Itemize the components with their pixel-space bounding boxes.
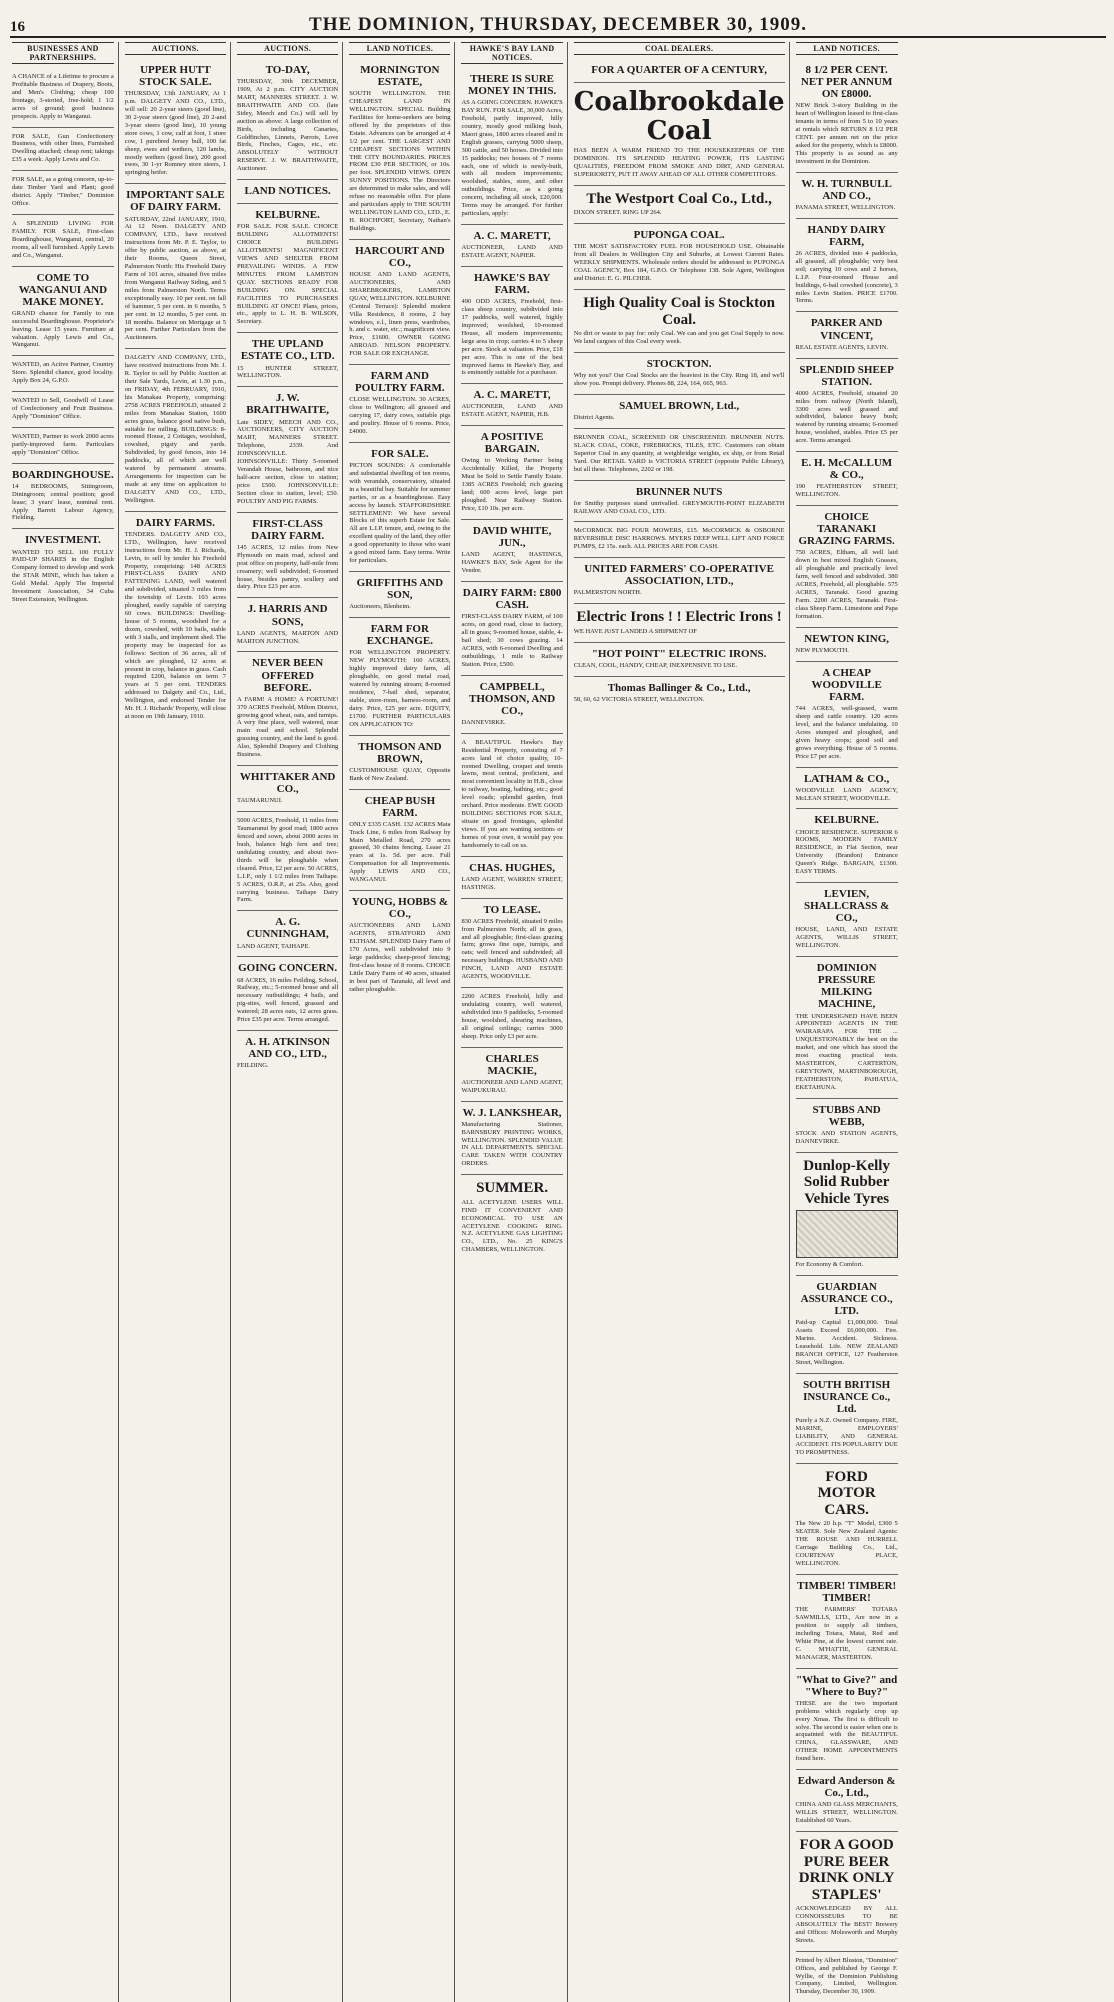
ad-heading: A. H. ATKINSON AND CO., LTD., — [245, 1036, 331, 1061]
ad-heading: A. C. MARETT, — [473, 230, 551, 243]
advertisement — [796, 1575, 898, 1669]
advertisement — [125, 349, 226, 512]
ad-text: GRAND chance for Family to run successful Boardinghouse. Proprietor's leaving. Lease 15 years. Furniture at valuation. Apply Lewis and Co., Wanganui. — [12, 309, 114, 349]
ad-heading: DAVID WHITE, JUN., — [472, 524, 552, 550]
ad-heading: Coalbrookdale Coal — [573, 87, 785, 146]
ad-heading: Thomas Ballinger & Co., Ltd., — [607, 681, 751, 694]
ad-text: FOR SALE, Gun Confectionery Business, with other lines, Furnished Dwelling attached; cheap rent; takings £35 a week. Apply Lewis and Co. — [12, 132, 114, 164]
ad-heading: WHITTAKER AND CO., — [239, 771, 336, 796]
ad-text: A SPLENDID LIVING FOR FAMILY. FOR SALE, First-class Boardinghouse, Wanganui, central, 20 rooms, all well furnished. Apply Lewis and Co., Wanganui. — [12, 219, 114, 259]
column-4 — [347, 42, 455, 2002]
advertisement — [796, 452, 898, 506]
column-header: AUCTIONS. — [125, 42, 226, 55]
ad-heading: CHARLES MACKIE, — [485, 1052, 539, 1077]
ad-heading: INVESTMENT. — [24, 534, 101, 547]
advertisement — [237, 180, 338, 204]
ad-heading: BRUNNER NUTS — [635, 485, 723, 498]
advertisement — [125, 512, 226, 727]
advertisement — [574, 558, 785, 604]
ad-text: LAND AGENTS, MARTON AND MARTON JUNCTION. — [237, 629, 339, 645]
ad-heading: J. HARRIS AND SONS, — [247, 603, 328, 628]
ad-text: PANAMA STREET, WELLINGTON. — [795, 203, 896, 211]
advertisement — [796, 1952, 898, 2002]
ad-heading: SAMUEL BROWN, Ltd., — [619, 399, 740, 412]
advertisement — [796, 1464, 898, 1575]
ad-text: NEW PLYMOUTH. — [795, 646, 849, 654]
ad-text: 26 ACRES, divided into 4 paddocks, all grassed, all ploughable; very best soil; carrying 10 cows and 2 horses, L.I.P. Four-roomed House and buildings, 6-bail cowshed (concrete), 3 miles Levin Station. PRICE £1700. Terms. — [795, 249, 898, 305]
advertisement — [461, 267, 562, 384]
ad-text: 15 HUNTER STREET, WELLINGTON. — [237, 364, 339, 380]
ad-heading: FARM AND POULTRY FARM. — [355, 370, 445, 395]
ad-heading: W. J. LANKSHEAR, — [462, 1106, 562, 1119]
column-header: AUCTIONS. — [237, 42, 338, 55]
advertisement — [796, 359, 898, 453]
ad-text: FOR WELLINGTON PROPERTY. NEW PLYMOUTH: 160 ACRES, highly improved dairy farm, all ploughable, on good metal road, watered by running stream; 8-roomed residence, 7-bail shed, separator, stable, store-room, harness-room, and dairy. Price, £25 per acre. EQUITY, £1700. FURTHER PARTICULARS ON APPLICATION TO: — [349, 649, 451, 728]
ad-text: HAS BEEN A WARM FRIEND TO THE HOUSEKEEPERS OF THE DOMINION. ITS SPLENDID HEATING POWER, ITS LASTING QUALITIES, FREEDOM FROM SMOKE AND DIRT, AND GENERAL SUPERIORITY, PUT IT AWAY AHEAD OF ALL OTHER COMPETITORS. — [573, 147, 785, 179]
ad-text: THURSDAY, 30th DECEMBER, 1909, At 2 p.m. CITY AUCTION MART, MANNERS STREET. J. W. BRAITHWAITE AND CO. (late Sidey, Meech and Co.) will sell by auction as above: A large collection of Birds, including Canaries, Goldfinches, Linnets, Parrots, Love Birds, Finches, Cages, etc., etc. ABSOLUTELY WITHOUT RESERVE. J. W. BRAITHWAITE, Auctioneer. — [237, 78, 339, 173]
advertisement — [796, 1153, 898, 1276]
ad-heading: Dunlop-Kelly Solid Rubber Vehicle Tyres — [803, 1157, 890, 1207]
ad-text: A BEAUTIFUL Hawke's Bay Residential Property, consisting of 7 acres land of choice quality, 10-roomed Dwelling, croquet and tennis lawns, most central, proficient, and most convenient locality in H.B., close to railway, boating, bathing, etc.; good level roads; splendid garden, fruit orchard. Price moderate. EWE GOOD BUILDING SECTIONS FOR SALE, situate on good frontages, splendid views. If you are wanting sections or homes of your own, it would pay you handsomely to call on us. — [461, 738, 563, 849]
ad-heading: TO LEASE. — [483, 903, 541, 916]
ad-heading: UNITED FARMERS' CO-OPERATIVE ASSOCIATION, LTD., — [584, 563, 774, 588]
advertisement — [796, 628, 898, 662]
ad-text: Printed by Albert Bluston, "Dominion" Offices, and published by George F. Wyllie, of the Dominion Publishing Company, Limited, Wellington. Thursday, December 30, 1909. — [795, 1956, 898, 1996]
advertisement — [796, 1374, 898, 1464]
advertisement — [796, 662, 898, 768]
advertisement — [461, 734, 562, 857]
ad-heading: GRIFFITHS AND SON, — [356, 576, 444, 602]
ad-text: HOUSE, LAND, AND ESTATE AGENTS, WILLIS STREET, WELLINGTON. — [795, 926, 898, 950]
ad-text: HOUSE AND LAND AGENTS, AUCTIONEERS, AND SHAREBROKERS, LAMBTON QUAY, WELLINGTON. KELBURNE (Central Terrace): Splendid modern Villa Residence, 8 rooms, 2 bay windows, e.l., linen press, wardrobes, h. and c. water, etc.; magnificent view. Price, £1600. OWNER GOING ABROAD. NELSON PROPERTY. FOR SALE OR EXCHANGE. — [349, 270, 451, 358]
ad-heading: DOMINION PRESSURE MILKING MACHINE, — [816, 962, 877, 1011]
advertisement — [237, 59, 338, 180]
advertisement — [796, 768, 898, 810]
ad-text: AUCTIONEERS AND LAND AGENTS, STRATFORD AND ELTHAM. SPLENDID Dairy Farm of 170 Acres, well subdivided into 9 large paddocks; sheep-proof fencing; first-class house of 8 rooms. CHOICE Little Dairy Farm of 40 acres, situated in best part of Taranaki, all level and rather ploughable. — [349, 922, 451, 993]
masthead — [10, 10, 1106, 38]
ad-text: Owing to Working Partner being Accidentally Killed, the Property Must be Sold to Settle Family Estate. 1385 ACRES Freehold; rich grazing land; 600 acres level, large part ploughed. Near Railway Station. Price, £10 10s. per acre. — [461, 457, 563, 513]
advertisement — [796, 1669, 898, 1771]
ad-text: ONLY £335 CASH. 132 ACRES Mata Track Line, 6 miles from Railway by Main Metalled Road, 270 acres grassed, 30 chains fencing. Lease 21 years at 1s. 5d. per acre. Full Compensation for all Improvements. Apply LEWIS AND CO., WANGANUI. — [349, 820, 451, 884]
advertisement — [237, 957, 338, 1031]
advertisement — [125, 184, 226, 349]
page-number: 16 — [10, 19, 25, 35]
ad-text: DALGETY AND COMPANY, LTD., have received instructions from Mr. J. R. Taylor to sell by Public Auction at their Sale Yards, Levin, at 1.30 p.m., on FRIDAY, 4th FEBRUARY, 1910, his Manakau Property, comprising: 2758 ACRES FREEHOLD, situated 2 miles from Manakau Station, 1600 acres grass, balance good native bush, suitable for milling. BUILDINGS: 8-roomed House, 2 Cottages, woolshed, cowshed, pigsty and yards. Subdivided, by good fences, into 14 paddocks, all of which are well watered by permanent streams. Arrangements for inspection can be made at any time on application to DALGETY AND CO., LTD., Wellington. — [124, 354, 227, 504]
ad-heading: FORD MOTOR CARS. — [817, 1468, 876, 1518]
advertisement — [461, 676, 562, 734]
advertisement — [349, 443, 450, 572]
ad-text: LAND AGENT, WARREN STREET, HASTINGS. — [461, 875, 563, 891]
ad-text: 58, 60, 62 VICTORIA STREET, WELLINGTON. — [573, 695, 705, 703]
ad-text: Purely a N.Z. Owned Company. FIRE, MARINE, EMPLOYERS' LIABILITY, AND GENERAL ACCIDENT. ITS POPULARITY DUE TO PROMPTNESS. — [795, 1417, 898, 1456]
ad-heading: THERE IS SURE MONEY IN THIS. — [467, 73, 557, 98]
ad-heading: NEWTON KING, — [804, 632, 890, 645]
advertisement — [796, 173, 898, 219]
ad-text: WANTED, Partner to work 2000 acres partly-improved farm. Particulars apply "Dominion" Office. — [12, 432, 114, 456]
ad-text: Manufacturing Stationer, BARNSBURY PRINTING WORKS, WELLINGTON. SPLENDID VALUE IN ALL DEPARTMENTS. SPECIAL CARE TAKEN WITH COUNTRY ORDERS. — [461, 1120, 563, 1168]
advertisement — [574, 643, 785, 677]
advertisement — [12, 356, 114, 392]
advertisement — [461, 1048, 562, 1102]
ad-heading: GUARDIAN ASSURANCE CO., LTD. — [800, 1281, 893, 1318]
advertisement — [574, 522, 785, 558]
ad-heading: UPPER HUTT STOCK SALE. — [139, 64, 212, 89]
column-5 — [459, 42, 567, 2002]
ad-text: Auctioneers, Blenheim. — [349, 603, 411, 611]
advertisement — [796, 1832, 898, 1952]
advertisement — [349, 240, 450, 365]
ad-text: FIRST-CLASS DAIRY FARM, of 100 acres, on good road, close to factory, all in grass; 9-roomed house, stable, 4-bail shed; 30 cows grazing. 14 ACRES, with 6-roomed Dwelling and outbuildings, 1 mile to Railway Station. Price, £500. — [461, 613, 563, 668]
ad-heading: "HOT POINT" ELECTRIC IRONS. — [591, 647, 767, 660]
ad-heading: SOUTH BRITISH INSURANCE Co., Ltd. — [803, 1378, 891, 1416]
ad-text: LAND AGENT, HASTINGS, HAWKE'S BAY, Sole Agent for the Vendor. — [461, 551, 563, 574]
advertisement — [574, 481, 785, 523]
column-7 — [794, 42, 902, 2002]
ad-heading: LAND NOTICES. — [244, 185, 331, 198]
ad-heading: High Quality Coal is Stockton Coal. — [583, 295, 775, 328]
ad-heading: FOR A GOOD PURE BEER DRINK ONLY STAPLES' — [798, 1837, 895, 1903]
advertisement — [461, 582, 562, 676]
advertisement — [796, 809, 898, 883]
ad-text: PALMERSTON NORTH. — [573, 589, 642, 597]
ad-heading: TO-DAY, — [265, 64, 310, 76]
ad-heading: A CHEAP WOODVILLE FARM. — [811, 666, 882, 703]
ad-heading: TIMBER! TIMBER! TIMBER! — [797, 1579, 897, 1604]
ad-heading: DAIRY FARM: £800 CASH. — [462, 586, 562, 611]
column-header: LAND NOTICES. — [796, 42, 898, 55]
ad-text: 14 BEDROOMS, Sittingroom, Diningroom; central position; good lease; 3 years' lease, nominal rent. Apply Barrett Labour Agency, Fielding. — [12, 482, 114, 522]
advertisement — [574, 395, 785, 429]
ad-text: for Smithy purposes stand unrivalled. GREYMOUTH-POINT ELIZABETH RAILWAY AND COAL CO., LTD. — [573, 499, 785, 515]
ad-text: BRUNNER COAL, SCREENED OR UNSCREENED. BRUNNER NUTS. SLACK COAL, COKE, FIREBRICKS, TILES, ETC. Customers can obtain Superior Coal in any quantity, at weighbridge weights, ex ship, or from Retail Yard. Our RETAIL YARD is VICTORIA STREET (opposite Public Library), but all these. Telephones, 2202 or 198. — [573, 433, 785, 473]
advertisement — [461, 225, 562, 267]
advertisement — [237, 204, 338, 333]
column-2 — [123, 42, 231, 2002]
advertisement — [574, 677, 785, 710]
ad-text: SOUTH WELLINGTON. THE CHEAPEST LAND IN WELLINGTON. SPECIAL Building Facilities for home-seekers are being offered by the proprietors of this Estate. Advances can be arranged at 4 1/2 per cent. THE LARGEST AND CHEAPEST SECTIONS WITHIN THE CITY BOUNDARIES. PRICES FROM £30 PER SECTION, or 10s. per foot. SPLENDID VIEWS. OPEN SUNNY POSITIONS. The Directors are determined to make sales, and will refuse no reasonable offer. For plans and particulars apply to THE SOUTH WELLINGTON LAND CO., LTD., E. H. ROCHFORT, Secretary, Nathan's Buildings. — [349, 90, 451, 232]
ad-heading: NEVER BEEN OFFERED BEFORE. — [252, 657, 324, 694]
advertisement — [12, 68, 114, 128]
ad-heading: YOUNG, HOBBS & CO., — [351, 896, 448, 921]
ad-heading: FOR A QUARTER OF A CENTURY, — [591, 64, 767, 76]
ad-text: CUSTOMHOUSE QUAY, Opposite Bank of New Zealand. — [349, 766, 451, 782]
ad-heading: "What to Give?" and "Where to Buy?" — [796, 1673, 898, 1698]
advertisement — [349, 618, 450, 735]
ad-text: FOR SALE, as a going concern, up-to-date Timber Yard and Plant; good district. Apply "Timber," Dominion Office. — [12, 176, 114, 207]
ad-text: 750 ACRES, Eltham, all well laid down in best mixed English Grasses, all ploughable and practically level farm, well fenced and subdivided. 380 ACRES, Freehold, all ploughable. 575 ACRES, Taranaki. Good grazing Farm. 2200 ACRES, Taranaki. First-class Sheep Farm. Limestone and Papa formation. — [795, 549, 898, 620]
ad-text: 5000 ACRES, Freehold, 11 miles from Taumarunui by good road; 1800 acres fenced and sown, about 2000 acres in bush, balance high fern and tree; undulating country, and about two-thirds will be ploughable when cleared. Price, £2 per acre. 50 ACRES, L.I.P., only 1 1/2 miles from Taihape. 5 ACRES, O.R.P., at 25s. Also, good carrying business. Taihape Dairy Farm. — [237, 817, 339, 904]
ad-heading: COME TO WANGANUI AND MAKE MONEY. — [18, 271, 108, 308]
advertisement — [461, 988, 562, 1048]
advertisement — [12, 128, 114, 172]
ad-heading: CHAS. HUGHES, — [469, 861, 556, 874]
ad-heading: STOCKTON. — [646, 357, 712, 370]
ad-text: THESE are the two important problems which regularly crop up every Xmas. The first is difficult to solve. The second is easier when one is acquainted with the BEAUTIFUL CHINA, GLASSWARE, AND OTHER HOME APPOINTMENTS found here. — [795, 1699, 898, 1763]
advertisement — [574, 59, 785, 83]
ad-text: PICTON SOUNDS: A comfortable and substantial dwelling of ten rooms, with verandah, conservatory, situated in a beautiful bay. Suitable for summer parties, or as a boardinghouse. Easy access by launch. STAFFORDSHIRE SETTLEMENT: We have several Blocks of this superb Estate for Sale. All are L.I.P. tenure, and, owing to the excellent quality of the land, they offer a good opportunity to those who want a good mixed farm. Easy terms. Write for particulars. — [349, 462, 451, 565]
tyre-advert-illustration — [796, 1210, 898, 1258]
ad-text: FOR SALE. FOR SALE. CHOICE BUILDING ALLOTMENTS! CHOICE BUILDING ALLOTMENTS! MAGNIFICENT VIEWS AND SHELTER FROM PREVAILING WINDS. A FEW MINUTES FROM LAMBTON QUAY. SECTIONS READY FOR BUILDING ON. SPECIAL FACILITIES TO PURCHASERS BUILDING AT ONCE! Plans, prices, etc., apply to L. H. B. WILSON, Secretary. — [237, 223, 339, 326]
advertisement — [796, 506, 898, 628]
advertisement — [349, 790, 450, 892]
ad-text: DANNEVIRKE. — [461, 718, 506, 726]
ad-heading: SPLENDID SHEEP STATION. — [799, 363, 894, 388]
ad-text: 744 ACRES, well-grassed, warm sheep and cattle country. 120 acres level, and the balance undulating. 10 Acres stumped and ploughed, and given heavy crops; good soil and grows everything. House of 5 rooms. Price £7 per acre. — [795, 705, 898, 760]
advertisement — [12, 392, 114, 428]
ad-text: 830 ACRES Freehold, situated 9 miles from Palmerston North; all in grass, and all ploughable; first-class grazing farm; grows fine rape, turnips, and oats; well fenced and subdivided; all necessary buildings. HUSBAND AND FINCH, LAND AND ESTATE AGENTS, WOODVILLE. — [461, 917, 563, 981]
ad-text: LAND AGENT, TAIHAPE. — [237, 942, 310, 950]
ad-heading: FOR SALE. — [371, 447, 429, 460]
advertisement — [796, 312, 898, 358]
advertisement — [237, 333, 338, 387]
ad-heading: KELBURNE. — [255, 209, 320, 222]
advertisement — [237, 513, 338, 599]
ad-heading: KELBURNE. — [814, 814, 879, 827]
ad-heading: PARKER AND VINCENT, — [810, 317, 883, 342]
advertisement — [237, 911, 338, 957]
ad-text: ACKNOWLEDGED BY ALL CONNOISSEURS TO BE ABSOLUTELY The BEST! Brewery and Offices: Molesworth and Murphy Streets. — [795, 1905, 898, 1944]
advertisement — [461, 1102, 562, 1176]
advertisement — [796, 957, 898, 1099]
ad-heading: SUMMER. — [476, 1180, 549, 1197]
ad-heading: THOMSON AND BROWN, — [358, 740, 442, 765]
ad-text: 68 ACRES, 16 miles Feilding, School, Railway, etc.; 5-roomed house and all necessary outbuildings; 4 bails, and pig-sties, well fenced, grassed and watered; 28 acres oats, 12 acres grass. Price £35 per acre. Terms arranged. — [237, 976, 339, 1024]
ad-text: AUCTIONEER AND LAND AGENT, WAIPUKURAU. — [461, 1078, 563, 1094]
ad-text: 190 FEATHERSTON STREET, WELLINGTON. — [795, 483, 898, 499]
ad-text: AUCTIONEER, LAND AND ESTATE AGENT, NAPIER. — [461, 244, 563, 260]
advertisement — [796, 1099, 898, 1153]
ad-text: McCORMICK BIG FOUR MOWERS, £15. McCORMICK & OSBORNE REVERSIBLE DISC HARROWS. MYERS DEEP WELL LIFT AND FORCE PUMPS, £2 15s. each. ALL PRICES ARE FOR CASH. — [573, 527, 785, 551]
advertisement — [574, 604, 785, 642]
advertisement — [12, 215, 114, 267]
advertisement — [574, 353, 785, 395]
advertisement — [461, 520, 562, 582]
ad-text: WANTED TO SELL 100 FULLY PAID-UP SHARES in the English Company formed to develop and work the STAR MINE, which has taken a Gold Medal. Apply The Imperial Investment Association, 34 Cuba Street Extension, Wellington. — [12, 548, 114, 604]
advertisement — [796, 1276, 898, 1374]
advertisement — [237, 598, 338, 652]
ad-text: WE HAVE JUST LANDED A SHIPMENT OF — [573, 627, 697, 635]
ad-heading: MORNINGTON ESTATE, — [360, 64, 440, 89]
ad-text: CHOICE RESIDENCE. SUPERIOR 6 ROOMS, MODERN FAMILY RESIDENCE, in Flat Section, near University (Brandon) Entrance Queen's Ridge. BARGAIN, £1300. EASY TERMS. — [795, 828, 898, 876]
ad-heading: FARM FOR EXCHANGE. — [366, 623, 434, 648]
ad-text: Paid-up Capital £1,000,000. Total Assets Exceed £6,000,000. Fire. Marine. Accident. Sickness. Leasehold. Life. NEW ZEALAND BRANCH OFFICE, 127 Featherston Street, Wellington. — [795, 1319, 898, 1367]
ad-heading: IMPORTANT SALE OF DAIRY FARM. — [126, 189, 225, 214]
advertisement — [12, 529, 114, 610]
advertisement — [237, 1031, 338, 1076]
ad-text: TENDERS. DALGETY AND CO., LTD., Wellington, have received instructions from Mr. H. J. Richards, Levin, to sell by tender his Freehold Property, comprising: 148 ACRES FIRST-CLASS DAIRY AND FATTENING LAND, well watered and subdivided, situated 3 miles from the township of Levin. 103 acres ploughed, easily capable of carrying 60 cows. BUILDINGS: Dwelling-house of 5 rooms, woodshed for a dozen, cowshed, with 10 bails, stable with 3 stalls, and implement shed. The property may be inspected for as follows: Section of 36 acres, all of which are ploughed, 12 acres at present in crop, balance in grass. Cash required £200, balance on term 7 years at 5 per cent. TENDERS addressed to Dalgety and Co., Ltd., Wellington, and endorsed Tender for Mr. H. J. Richards' Property, will close at noon on 19th January, 1910. — [124, 530, 227, 721]
ad-text: No dirt or waste to pay for: only Coal. We can and you get Coal Supply to now. We land cargoes of this Coal every week. — [573, 330, 785, 346]
advertisement — [349, 736, 450, 790]
ad-text: A CHANCE of a Lifetime to procure a Profitable Business of Drapery, Boots, and Men's Clothing; cheap 100 frontage, 3-storied, free-hold; 1 1/2 acres of ground; good business prospects. Apply to Wanganui. — [12, 73, 114, 120]
advertisement — [349, 891, 450, 999]
ad-text: WANTED, an Active Partner, Country Store. Splendid chance, good locality. Apply Box 24, G.P.O. — [12, 361, 114, 385]
ad-heading: CAMPBELL, THOMSON, AND CO., — [469, 680, 556, 717]
advertisement — [461, 857, 562, 899]
ad-text: AS A GOING CONCERN. HAWKE'S BAY RUN. FOR SALE, 30,000 Acres, Freehold, partly improved, hilly country, mostly good milking bush, Maori grass, 1800 acres cleared and in English grasses, carrying 5000 sheep, 300 cattle, and 50 horses. Divided into 15 paddocks; two houses of 7 rooms each, one of which is newly-built, with all modern improvements; woolshed, stables, store, and other outbuildings. Price, as a going concern, including all stock, £20,000. Terms may be arranged. For further particulars, apply: — [461, 99, 563, 218]
ad-heading: The Westport Coal Co., Ltd., — [586, 190, 772, 207]
ad-text: 490 ODD ACRES, Freehold, first-class sheep country, subdivided into 17 paddocks, well watered, highly improved; woolshed, 10-roomed House, all modern improvements; large area in crop; carries 4 to 5 sheep per acre. Stock at valuation. Price, £18 per acre. This is one of the best improved farms in Hawke's Bay, and is eminently suitable for a purchaser. — [461, 298, 563, 377]
ad-text: A FARM! A HOME! A FORTUNE! 370 ACRES Freehold, Milton District, growing good wheat, oats, and turnips. A very fine place, well watered, near main road and school. Splendid grassing country, and the land is good. Also, Splendid Drapery and Clothing Business. — [237, 695, 339, 759]
ad-text: The New 20 h.p. "T" Model, £300 5 SEATER. Sole New Zealand Agents: THE ROUSE AND HURRELL Carriage Building Co., Ltd., COURTENAY PLACE, WELLINGTON. — [795, 1520, 898, 1567]
column-header: BUSINESSES AND PARTNERSHIPS. — [12, 42, 114, 64]
ad-heading: A POSITIVE BARGAIN. — [480, 431, 544, 456]
ad-heading: FIRST-CLASS DAIRY FARM. — [251, 517, 325, 542]
ad-heading: W. H. TURNBULL AND CO., — [801, 177, 892, 202]
advertisement — [349, 365, 450, 443]
column-1 — [10, 42, 119, 2002]
advertisement — [574, 186, 785, 224]
ad-heading: Electric Irons ! ! Electric Irons ! — [576, 609, 782, 626]
ad-text: 4000 ACRES, Freehold, situated 20 miles from railway (North Island), 3300 acres well grassed and subdivided, balance heavy bush; watered by running streams; 6-roomed house, woolshed, stables. Price £5 per acre. Terms arranged. — [795, 389, 898, 445]
ad-heading: STUBBS AND WEBB, — [812, 1103, 881, 1128]
ad-text: THE MOST SATISFACTORY FUEL FOR HOUSEHOLD USE. Obtainable from all Dealers in Wellington City and Suburbs, at Lowest Current Rates. WEEKLY SHIPMENTS. Wholesale orders should be addressed to PUPONGA COAL AGENCY, Box 184, G.P.O. Or Telephone 138. Sole Agent, Wellington and District: E. G. PILCHER. — [573, 243, 785, 283]
ad-heading: LEVIEN, SHALLCRASS & CO., — [803, 888, 890, 925]
ad-heading: HARCOURT AND CO., — [355, 244, 445, 269]
ad-heading: A. C. MARETT, — [473, 389, 551, 402]
ad-heading: E. H. McCALLUM & CO., — [801, 457, 893, 482]
ad-heading: CHEAP BUSH FARM. — [364, 794, 436, 819]
ad-text: AUCTIONEER, LAND AND ESTATE AGENT, NAPIER, H.B. — [461, 403, 563, 419]
advertisement — [574, 429, 785, 481]
advertisement — [237, 812, 338, 911]
column-6 — [572, 42, 790, 2002]
ad-text: SATURDAY, 22nd JANUARY, 1910, At 12 Noon. DALGETY AND COMPANY, LTD., have received instructions from Mr. P. E. Taylor, to offer by public auction, as above, at their Rooms, Queen Street, Palmerston North: His Freehold Dairy Farm of 101 acres, situated five miles from Wanganui Railway Siding, and 5 miles from Palmerston North. Terms exceptionally easy. 10 per cent. on fall of hammer, 5 per cent. in 6 months, 5 per cent. in 12 months, 5 per cent. in 18 months. Balance on Mortgage at 5 per cent. Further Particulars from the Auctioneers. — [124, 215, 227, 342]
advertisement — [349, 572, 450, 618]
ad-text: 145 ACRES, 12 miles from New Plymouth on main road, school and post office on property, half-mile from creamery; well subdivided; 6-roomed house, besides pantry, scullery and dairy. Price £23 per acre. — [237, 543, 339, 591]
ad-text: THURSDAY, 13th JANUARY, At 1 p.m. DALGETY AND CO., LTD., will sell: 20 2-year steers (good line), 30 2-year steers (good line), 20 2-and 3-year steers (good line), 10 young store cows, 1 cow, calf at foot, 1 store cow, 1 purebred Jersey bull, 100 fat sheep, ewes and wethers, 120 lambs, mostly wethers (good line), 200 good ewes, 30 1-yr Romney store steers, 1 springing heifer. — [124, 90, 227, 177]
ad-text: WANTED to Sell, Goodwill of Lease of Confectionery and Fruit Business. Apply "Dominion" Office. — [12, 397, 114, 421]
ad-text: TAUMARUNUI. — [237, 797, 283, 805]
ad-heading: GOING CONCERN. — [238, 962, 338, 975]
ad-heading: DAIRY FARMS. — [135, 516, 215, 529]
columns-area — [10, 42, 1106, 1996]
ad-text: CLOSE WELLINGTON. 30 ACRES, close to Wellington; all grassed and carrying 17, dairy cows, suitable pigs and poultry. House of 6 rooms. Price, £4000. — [349, 396, 451, 435]
advertisement — [796, 59, 898, 173]
ad-heading: A. G. CUNNINGHAM, — [246, 916, 329, 941]
advertisement — [12, 267, 114, 357]
ad-text: DIXON STREET. RING UP 264. — [573, 209, 662, 217]
ad-heading: PUPONGA COAL. — [633, 229, 725, 242]
ad-text: THE UNDERSIGNED HAVE BEEN APPOINTED AGENTS IN THE WAIRARAPA FOR THE ... UNQUESTIONABLY the best on the market, and one which has stood the most exacting practical tests. MASTERTON, CARTERTON, GREYTOWN, MARTINBOROUGH, FEATHERSTON, PAHIATUA, EKETAHUNA. — [795, 1012, 898, 1091]
ad-heading: Edward Anderson & Co., Ltd., — [797, 1775, 896, 1800]
advertisement — [461, 426, 562, 520]
column-header: HAWKE'S BAY LAND NOTICES. — [461, 42, 562, 64]
ad-text: WOODVILLE LAND AGENCY, McLEAN STREET, WOODVILLE. — [795, 786, 898, 802]
advertisement — [461, 1175, 562, 1260]
ad-text: Late SIDEY, MEECH AND CO., AUCTIONEERS, CITY AUCTION MART, MANNERS STREET. Telephone, 2339. And JOHNSONVILLE. JOHNSONVILLE: Thirty 5-roomed Verandah House, bathroom, and nice half-acre section, close to station; price £500. JOHNSONVILLE: Section close to station, level; £50. POULTRY AND PIG FARMS. — [237, 418, 339, 505]
advertisement — [574, 83, 785, 186]
ad-heading: CHOICE TARANAKI GRAZING FARMS. — [798, 511, 895, 548]
newspaper-title: THE DOMINION, THURSDAY, DECEMBER 30, 1909. — [309, 14, 807, 35]
ad-text: STOCK AND STATION AGENTS, DANNEVIRKE. — [795, 1129, 898, 1145]
column-header: LAND NOTICES. — [349, 42, 450, 55]
ad-text: THE FARMERS' TOTARA SAWMILLS, LTD., Are now in a position to supply all timbers, including Totara, Matai, Red and White Pine, at the lowest current rate. C. M'HATTIE, GENERAL MANAGER, MASTERTON. — [795, 1606, 898, 1661]
ad-text: ALL ACETYLENE USERS WILL FIND IT CONVENIENT AND ECONOMICAL TO USE AN ACETYLENE COOKING RING. N.Z. ACETYLENE GAS LIGHTING CO., LTD., No. 25 KING'S CHAMBERS, WELLINGTON. — [461, 1198, 563, 1254]
ad-heading: HAWKE'S BAY FARM. — [473, 271, 551, 297]
ad-text: CHINA AND GLASS MERCHANTS, WILLIS STREET, WELLINGTON. Established 60 Years. — [795, 1801, 898, 1825]
ad-text: NEW Brick 3-story Building in the heart of Wellington leased to first-class tenants in terms of from 5 to 10 years at rentals which RETURN 8 1/2 PER CENT. per annum net on the price asked for the property, which is £8000. This property is as sound as any investment in the Dominion. — [795, 102, 898, 165]
ad-heading: THE UPLAND ESTATE CO., LTD. — [240, 338, 335, 363]
advertisement — [574, 290, 785, 353]
ad-text: For Economy & Comfort. — [795, 1261, 864, 1269]
ad-text: REAL ESTATE AGENTS, LEVIN. — [795, 343, 889, 351]
advertisement — [461, 384, 562, 426]
advertisement — [796, 219, 898, 313]
advertisement — [574, 224, 785, 290]
advertisement — [461, 68, 562, 225]
advertisement — [12, 428, 114, 464]
advertisement — [349, 59, 450, 240]
advertisement — [237, 766, 338, 812]
advertisement — [12, 171, 114, 215]
ad-heading: J. W. BRAITHWAITE, — [246, 392, 330, 417]
ad-heading: LATHAM & CO., — [803, 772, 890, 785]
ad-heading: 8 1/2 PER CENT. NET PER ANNUM ON £8000. — [800, 64, 893, 101]
advertisement — [796, 1770, 898, 1832]
column-3 — [235, 42, 343, 2002]
advertisement — [796, 883, 898, 957]
advertisement — [461, 899, 562, 988]
column-header: COAL DEALERS. — [574, 42, 785, 55]
ad-text: 2200 ACRES Freehold, hilly and undulating country, well watered, subdivided into 9 paddocks, 5-roomed house, woolshed, shearing machines, all original ceilings; carries 3000 sheep. Price only £3 per acre. — [461, 993, 563, 1040]
ad-heading: HANDY DAIRY FARM, — [807, 223, 886, 248]
advertisement — [12, 464, 114, 530]
ad-text: Why not you? Our Coal Stocks are the heaviest in the City. Ring 18, and we'll show you. Prompt delivery. Phones 88, 224, 164, 665, 963. — [573, 372, 785, 387]
ad-text: FEILDING. — [237, 1062, 269, 1070]
advertisement — [237, 652, 338, 766]
ad-text: CLEAN, COOL, HANDY, CHEAP, INEXPENSIVE TO USE. — [573, 661, 738, 669]
advertisement — [237, 387, 338, 512]
advertisement — [125, 59, 226, 184]
ad-heading: BOARDINGHOUSE. — [12, 468, 114, 481]
ad-text: District Agents. — [573, 413, 615, 421]
